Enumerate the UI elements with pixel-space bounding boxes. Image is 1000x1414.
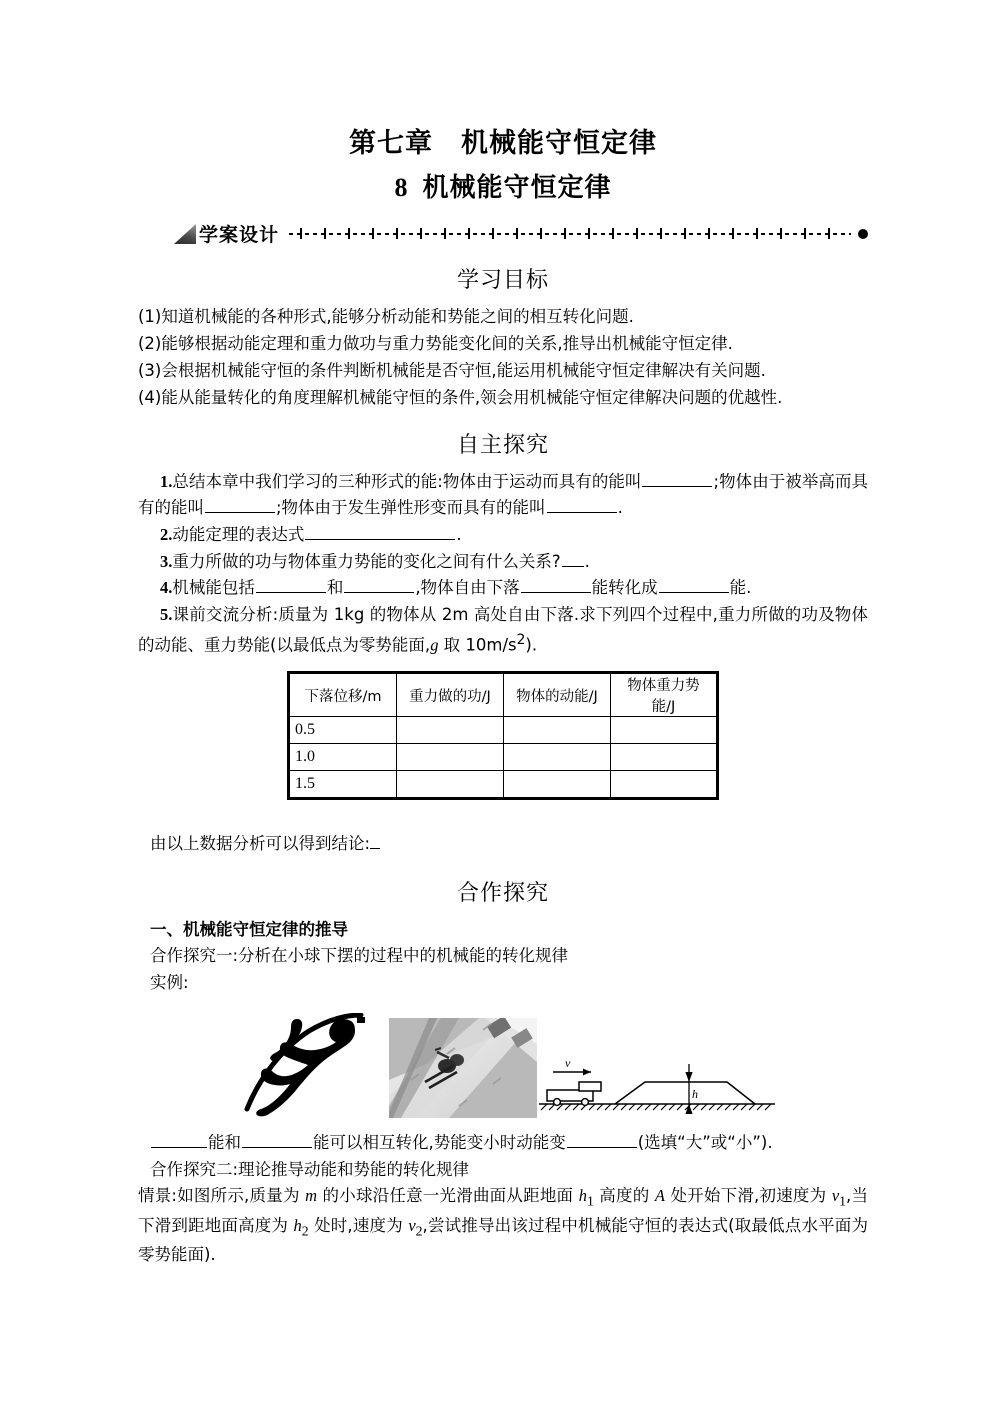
badge-label: 学案设计 [199,224,280,247]
table-row [289,771,718,799]
table-cell: 1.5 [289,771,397,799]
question-2-tail: . [456,524,462,544]
question-2 [138,522,868,549]
question-4-part-c: ,物体自由下落 [415,578,520,598]
scenario-t2: 的小球沿任意一光滑曲面从距地面 [317,1186,579,1206]
question-4-number: 4. [160,578,173,598]
fill-line-part-c: (选填“大”或“小”). [637,1132,773,1152]
question-5-text-a: 课前交流分析:质量为 1kg 的物体从 2m 高处自由下落.求下列四个过程中,重力所做的功及物体的动能、重力势能(以最低点为零势能面, [138,605,868,655]
question-1-part-b: ;物体由于被举高而具有的能叫 [138,471,869,518]
table-cell[interactable] [504,744,611,771]
question-1 [138,469,868,522]
fill-blank[interactable] [567,1130,637,1148]
table-cell[interactable] [397,771,504,799]
height2-subscript: 2 [301,1223,309,1239]
g-symbol: g [430,635,439,655]
table-cell[interactable] [504,771,611,799]
ski-jump-figure [389,1018,537,1118]
question-2-number: 2. [160,524,173,544]
table-header-row [289,673,718,717]
scenario-t7: ,尝试推导出该过程中机械能守恒的表达式(取最低点水平面为零势能面). [138,1215,868,1265]
table-header-cell: 重力做的功/J [397,673,504,717]
table-header-cell: 物体的动能/J [504,673,611,717]
height2-symbol: h [293,1215,302,1235]
fill-blank[interactable] [151,1130,207,1148]
figure-row [148,1013,868,1118]
velocity2-symbol: v [408,1215,416,1235]
question-1-part-d: . [617,498,623,518]
table-cell[interactable] [611,771,718,799]
table-cell[interactable] [397,717,504,744]
question-4-part-e: 能. [729,578,752,598]
section-title-text: 机械能守恒定律 [422,173,612,203]
fill-line-part-b: 能可以相互转化,势能变小时动能变 [313,1132,566,1152]
fill-blank[interactable] [256,576,326,594]
question-3 [138,549,868,576]
velocity-label: v [565,1055,571,1070]
pole-vaulter-icon [239,1013,389,1118]
fill-blank[interactable] [344,576,414,594]
table-cell[interactable] [504,717,611,744]
data-table-wrapper [138,671,868,800]
table-row [289,744,718,771]
fill-blank[interactable] [305,522,455,540]
pole-vault-figure [239,1013,389,1118]
question-4-part-b: 和 [326,578,344,598]
fill-line-energy [150,1130,868,1157]
objective-item: (2)能够根据动能定理和重力做功与重力势能变化间的关系,推导出机械能守恒定律. [138,333,733,353]
objective-item: (3)会根据机械能守恒的条件判断机械能是否守恒,能运用机械能守恒定律解决有关问题. [138,360,766,380]
unit-exponent: 2 [516,631,526,648]
scenario-t5: ,当下滑到距地面高度为 [138,1186,868,1235]
page-content [138,0,868,1269]
section-title [138,173,868,203]
question-4-part-d: 能转化成 [591,578,658,598]
badge-bar [174,221,868,247]
inquiry-two-text: 合作探究二:理论推导动能和势能的转化规律 [150,1159,470,1179]
question-3-number: 3. [160,551,173,571]
scenario-t3: 高度的 [593,1186,655,1206]
table-row [289,717,718,744]
velocity1-symbol: v [831,1186,840,1206]
chapter-title: 第七章 机械能守恒定律 [349,128,657,158]
part-one-title: 一、机械能守恒定律的推导 [150,920,348,940]
conclusion-text: 由以上数据分析可以得到结论: [150,834,371,854]
question-5 [138,602,868,659]
velocity1-subscript: 1 [839,1193,847,1209]
conclusion-line [150,830,868,854]
table-header-cell: 物体重力势能/J [611,673,718,717]
question-5-text-b: 取 10m/s [438,635,517,655]
cooperative-inquiry-heading: 合作探究 [456,881,549,907]
scenario-paragraph [138,1183,868,1269]
velocity2-subscript: 2 [415,1223,423,1239]
question-2-text: 动能定理的表达式 [172,524,305,544]
table-header-cell: 下落位移/m [289,673,397,717]
fill-blank[interactable] [521,576,591,594]
table-cell: 1.0 [289,744,397,771]
learning-objectives-heading: 学习目标 [456,267,549,293]
question-5-number: 5. [160,605,173,625]
question-4 [138,575,868,602]
question-1-number: 1. [160,471,173,491]
ski-jumper-photo-icon [389,1018,537,1118]
height1-symbol: h [578,1186,587,1206]
height-label: h [692,1086,698,1101]
question-3-text: 重力所做的功与物体重力势能的变化之间有什么关系? [172,551,561,571]
table-cell[interactable] [397,744,504,771]
example-label: 实例: [150,973,189,993]
table-cell[interactable] [611,717,718,744]
point-a-symbol: A [654,1186,665,1206]
fill-line-part-a: 能和 [208,1132,241,1152]
objective-item: (1)知道机械能的各种形式,能够分析动能和势能之间的相互转化问题. [138,306,634,326]
scenario-t1: 情景:如图所示,质量为 [138,1186,306,1206]
table-cell[interactable] [611,744,718,771]
objective-item: (4)能从能量转化的角度理解机械能守恒的条件,领会用机械能守恒定律解决问题的优越性. [138,387,783,407]
fill-blank[interactable] [370,848,380,849]
fill-blank[interactable] [205,496,275,514]
fill-blank[interactable] [562,549,584,567]
scenario-t4: 处开始下滑,初速度为 [665,1186,832,1206]
cart-hill-figure [537,1046,777,1118]
fill-blank[interactable] [547,496,617,514]
fill-blank[interactable] [242,1130,312,1148]
question-3-tail: . [584,551,590,571]
dashed-rule [289,227,860,240]
scenario-t6: 处时,速度为 [308,1215,409,1235]
question-1-part-a: 总结本章中我们学习的三种形式的能:物体由于运动而具有的能叫 [172,471,642,491]
cart-on-hill-diagram-icon [537,1046,777,1118]
height1-subscript: 1 [586,1193,594,1209]
triangle-icon [174,224,196,244]
question-5-text-c: ). [525,635,538,655]
free-fall-data-table [287,671,719,800]
learning-objectives-list [138,304,868,412]
inquiry-one-text: 合作探究一:分析在小球下摆的过程中的机械能的转化规律 [150,946,569,966]
question-1-part-c: ;物体由于发生弹性形变而具有的能叫 [276,498,546,518]
question-4-part-a: 机械能包括 [172,578,255,598]
section-number: 8 [394,173,409,203]
fill-blank[interactable] [659,576,729,594]
table-cell: 0.5 [289,717,397,744]
mass-symbol: m [305,1186,318,1206]
fill-blank[interactable] [642,469,712,487]
self-inquiry-heading: 自主探究 [456,432,549,458]
